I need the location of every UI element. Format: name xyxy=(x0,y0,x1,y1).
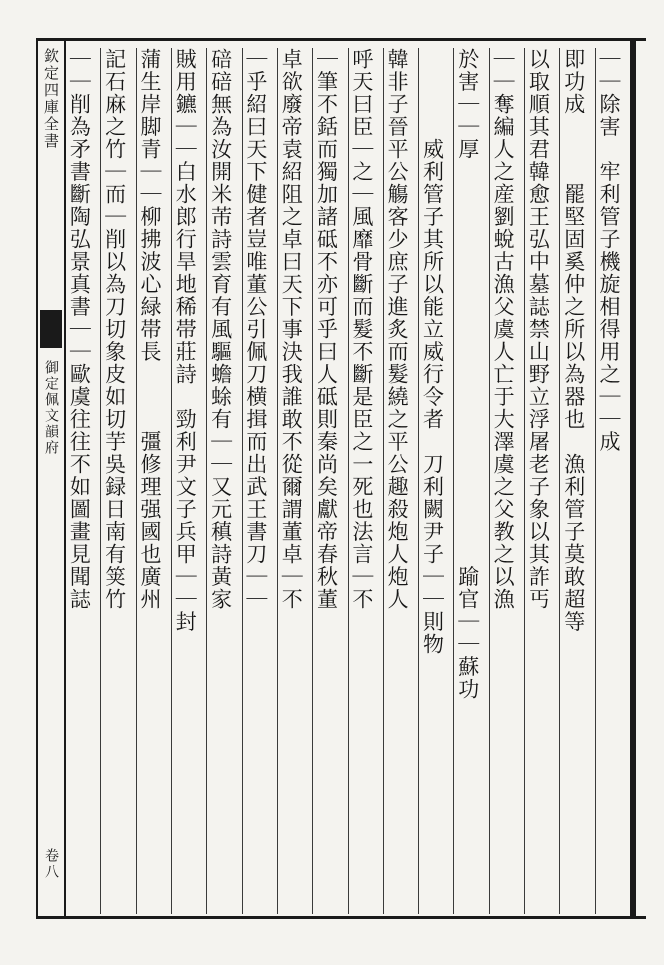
text-column: ｜乎紹曰天下健者豈唯董公引佩刀横揖而出武王書刀｜｜ xyxy=(242,48,277,914)
collection-title: 欽定四庫全書 xyxy=(42,48,60,150)
text-columns xyxy=(66,48,630,914)
fish-tail-mark xyxy=(40,310,62,348)
text-column: 威利管子其所以能立威行令者 刀利闕尹子｜｜則物 xyxy=(418,48,453,914)
text-column: 賊用鑣｜｜白水郎行旱地稀帯莊詩 勁利尹文子兵甲｜｜封 xyxy=(171,48,206,914)
text-column: 卓欲廢帝袁紹阻之卓曰天下事決我誰敢不從爾謂董卓｜不 xyxy=(277,48,312,914)
text-column: ｜｜除害 牢利管子機旋相得用之｜｜成 xyxy=(595,48,630,914)
text-column: 呼天曰臣｜之｜風靡骨斷而髮不斷是臣之一死也法言｜不 xyxy=(348,48,383,914)
page-margin xyxy=(38,48,64,910)
text-column: 以取順其君韓愈王弘中墓誌禁山野立浮屠老子象以其詐丐 xyxy=(524,48,559,914)
text-column: 碚碚無為汝開米芾詩雲育有風驅蟾蜍有｜｜又元稹詩黃家 xyxy=(206,48,241,914)
text-column: ｜｜削為矛書斷陶弘景真書｜｜歐虞往往不如圖畫見聞誌 xyxy=(67,48,92,611)
text-column: ｜｜奪編人之産劉蛻古漁父虞人亡于大澤虞之父教之以漁 xyxy=(489,48,524,914)
text-column: 蒲生岸脚青｜｜柳拂波心緑帯長 彊修理强國也廣州 xyxy=(136,48,171,914)
text-column: 韓非子晉平公觴客少庶子進炙而髮繞之平公趣殺炮人炮人 xyxy=(383,48,418,914)
volume-number: 卷八 xyxy=(43,848,59,880)
frame-top-rule xyxy=(36,38,646,41)
frame-bottom-rule xyxy=(36,916,646,919)
frame-right-rule xyxy=(630,38,636,918)
text-column: 於害｜｜厚 踰官｜｜蘇功 xyxy=(453,48,488,914)
book-title: 御定佩文韻府 xyxy=(43,360,59,456)
text-column: ｜筆不銛而獨加諸砥不亦可乎曰人砥則秦尚矣獻帝春秋董 xyxy=(312,48,347,914)
text-column: 即功成 罷堅固奚仲之所以為器也 漁利管子莫敢超等 xyxy=(559,48,594,914)
text-column: 記石麻之竹｜而｜削以為刀切象皮如切芋吳録日南有䇲竹 xyxy=(100,48,135,914)
